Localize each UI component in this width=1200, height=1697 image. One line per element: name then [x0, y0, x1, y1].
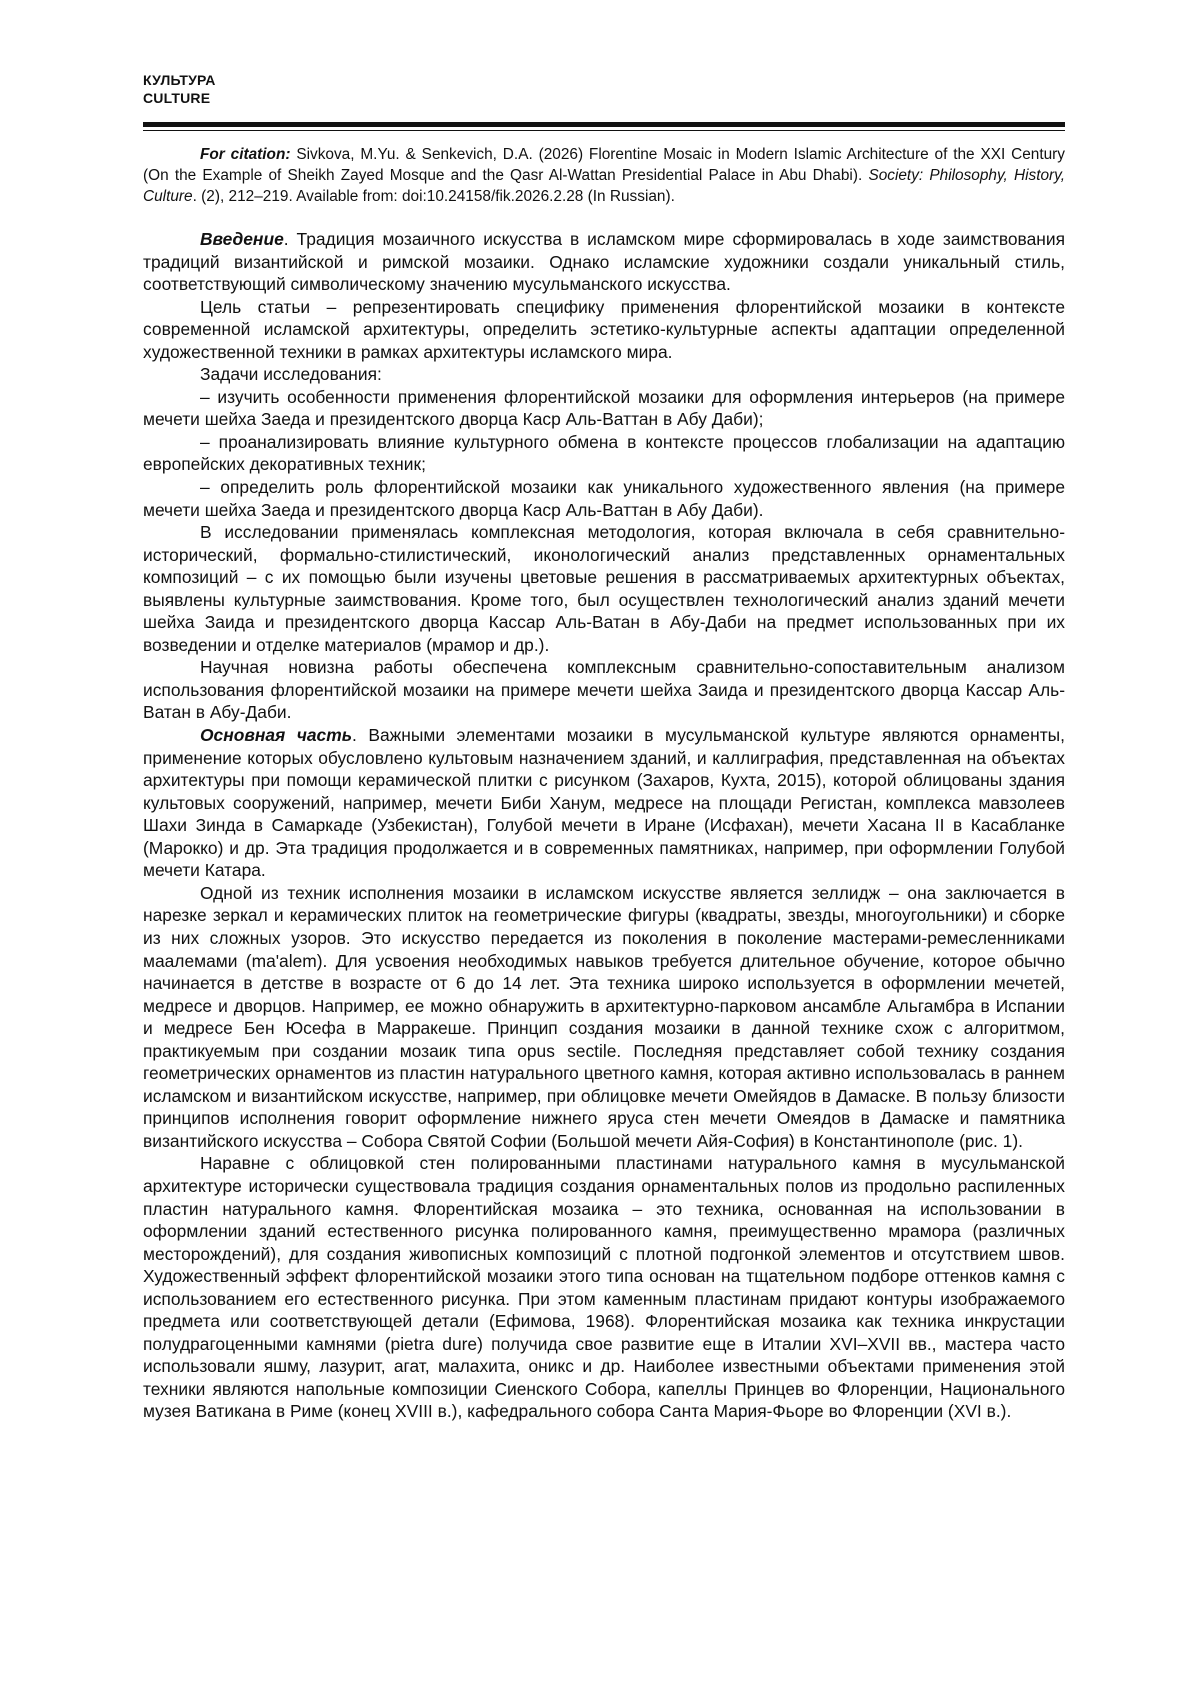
citation-authors-title: Sivkova, M.Yu. & Senkevich, D.A. (2026) Florentine Mosaic in Modern Islamic Architecture of the XXI Century (On the Example of Sheikh Zayed Mosque and the Qasr Al-Wattan Presidential Palace in Abu Dhabi).	[143, 146, 1065, 184]
paragraph-introduction	[143, 228, 1065, 296]
paragraph-novelty: Научная новизна работы обеспечена комплексным сравнительно-сопоставительным анализом использования флорентийской мозаики на примере мечети шейха Заида и президентского дворца Кассар Аль-Ватан в Абу-Даби.	[143, 657, 1065, 723]
citation-label: For citation:	[200, 146, 291, 163]
section-title-en: CULTURE	[143, 90, 211, 106]
paragraph-methodology: В исследовании применялась комплексная методология, которая включала в себя сравнительно-исторический, формально-стилистический, иконологический анализ представленных орнаментальных композиций – с их помощью были изучены цветовые решения в рассматриваемых архитектурных объектах, выявлены культурные заимствования. Кроме того, был осуществлен технологический анализ зданий мечети шейха Заида и президентского дворца Кассар Аль-Ватан в Абу-Даби на предмет использованных при их возведении и отделке материалов (мрамор и др.).	[143, 522, 1065, 655]
paragraph-goal: Цель статьи – репрезентировать специфику применения флорентийской мозаики в контексте современной исламской архитектуры, определить эстетико-культурные аспекты адаптации определенной художественной техники в рамках архитектуры исламского мира.	[143, 296, 1065, 362]
paragraph-florentine-mosaic: Наравне с облицовкой стен полированными пластинами натурального камня в мусульманской архитектуре исторически существовала традиция создания орнаментальных полов из продольно распиленных пластин натурального камня. Флорентийская мозаика – это техника, основанная на использовании в оформлении зданий естественного рисунка полированного камня, преимущественно мрамора (различных месторождений), для создания живописных композиций с плотной подгонкой элементов и отсутствием швов. Художественный эффект флорентийской мозаики этого типа основан на тщательном подборе оттенков камня с использованием его естественного рисунка. При этом каменным пластинам придают контуры изображаемого предмета или соответствующей детали (Ефимова, 1968). Флорентийская мозаика как техника инкрустации полудрагоценными камнями (pietra dure) получида свое развитие еще в Италии XVI–XVII вв., мастера часто использовали яшму, лазурит, агат, малахита, оникс и др. Наиболее известными объектами применения этой техники являются напольные композиции Сиенского Собора, капеллы Принцев во Флоренции, Национального музея Ватикана в Риме (конец XVIII в.), кафедрального собора Санта Мария-Фьоре во Флоренции (XVI в.).	[143, 1153, 1065, 1422]
article-body	[143, 228, 1065, 1423]
header-rule-thick	[143, 122, 1065, 127]
paragraph-main-part	[143, 724, 1065, 882]
paragraph-task-2: – проанализировать влияние культурного обмена в контексте процессов глобализации на адаптацию европейских декоративных техник;	[143, 431, 1065, 475]
header-rule-thin	[143, 130, 1065, 132]
heading-introduction: Введение	[200, 229, 284, 249]
citation-tail: . (2), 212–219. Available from: doi:10.24158/fik.2026.2.28 (In Russian).	[192, 188, 675, 205]
paragraph-task-1: – изучить особенности применения флорентийской мозаики для оформления интерьеров (на примере мечети шейха Заеда и президентского дворца Каср Аль-Ваттан в Абу Даби);	[143, 386, 1065, 430]
citation-block	[143, 144, 1065, 207]
main-part-text: . Важными элементами мозаики в мусульманской культуре являются орнаменты, применение которых обусловлено культовым назначением зданий, и каллиграфия, представленная на объектах архитектуры при помощи керамической плитки с рисунком (Захаров, Кухта, 2015), которой облицованы здания культовых сооружений, например, мечети Биби Ханум, медресе на площади Регистан, комплекса мавзолеев Шахи Зинда в Самаркаде (Узбекистан), Голубой мечети в Иране (Исфахан), мечети Хасана II в Касабланке (Марокко) и др. Эта традиция продолжается и в современных памятниках, например, при оформлении Голубой мечети Катара.	[143, 725, 1066, 881]
paragraph-tasks-heading: Задачи исследования:	[200, 364, 382, 385]
introduction-text: . Традиция мозаичного искусства в исламском мире сформировалась в ходе заимствования традиций византийской и римской мозаики. Однако исламские художники создали уникальный стиль, соответствующий символическому значению мусульманского искусства.	[143, 229, 1065, 295]
section-title-ru: КУЛЬТУРА	[143, 72, 216, 88]
citation-journal: Society: Philosophy, History, Culture	[143, 167, 1065, 205]
heading-main-part: Основная часть	[200, 725, 353, 746]
citation-paragraph	[143, 144, 1065, 207]
paragraph-task-3: – определить роль флорентийской мозаики как уникального художественного явления (на примере мечети шейха Заеда и президентского дворца Каср Аль-Ваттан в Абу Даби).	[143, 477, 1065, 520]
paragraph-zellige: Одной из техник исполнения мозаики в исламском искусстве является зеллидж – она заключается в нарезке зеркал и керамических плиток на геометрические фигуры (квадраты, звезды, многоугольники) и сборке из них сложных узоров. Это искусство передается из поколения в поколение мастерами-ремесленниками маалемами (ma'alem). Для усвоения необходимых навыков требуется длительное обучение, которое обычно начинается в детстве в возрасте от 6 до 14 лет. Эта техника широко используется в оформлении мечетей, медресе и дворцов. Например, ее можно обнаружить в архитектурно-парковом ансамбле Альгамбра в Испании и медресе Бен Юсефа в Марракеше. Принцип создания мозаики в данной технике схож с алгоритмом, практикуемым при создании мозаик типа opus sectile. Последняя представляет собой технику создания геометрических орнаментов из пластин натурального цветного камня, которая активно использовалась в раннем исламском и византийском искусстве, например, при облицовке мечети Омейядов в Дамаске. В пользу близости принципов исполнения говорит оформление нижнего яруса стен мечети Омеядов в Дамаске и памятника византийского искусства – Собора Святой Софии (Большой мечети Айя-София) в Константинополе (рис. 1).	[143, 882, 1065, 1151]
section-rubric	[143, 71, 216, 107]
